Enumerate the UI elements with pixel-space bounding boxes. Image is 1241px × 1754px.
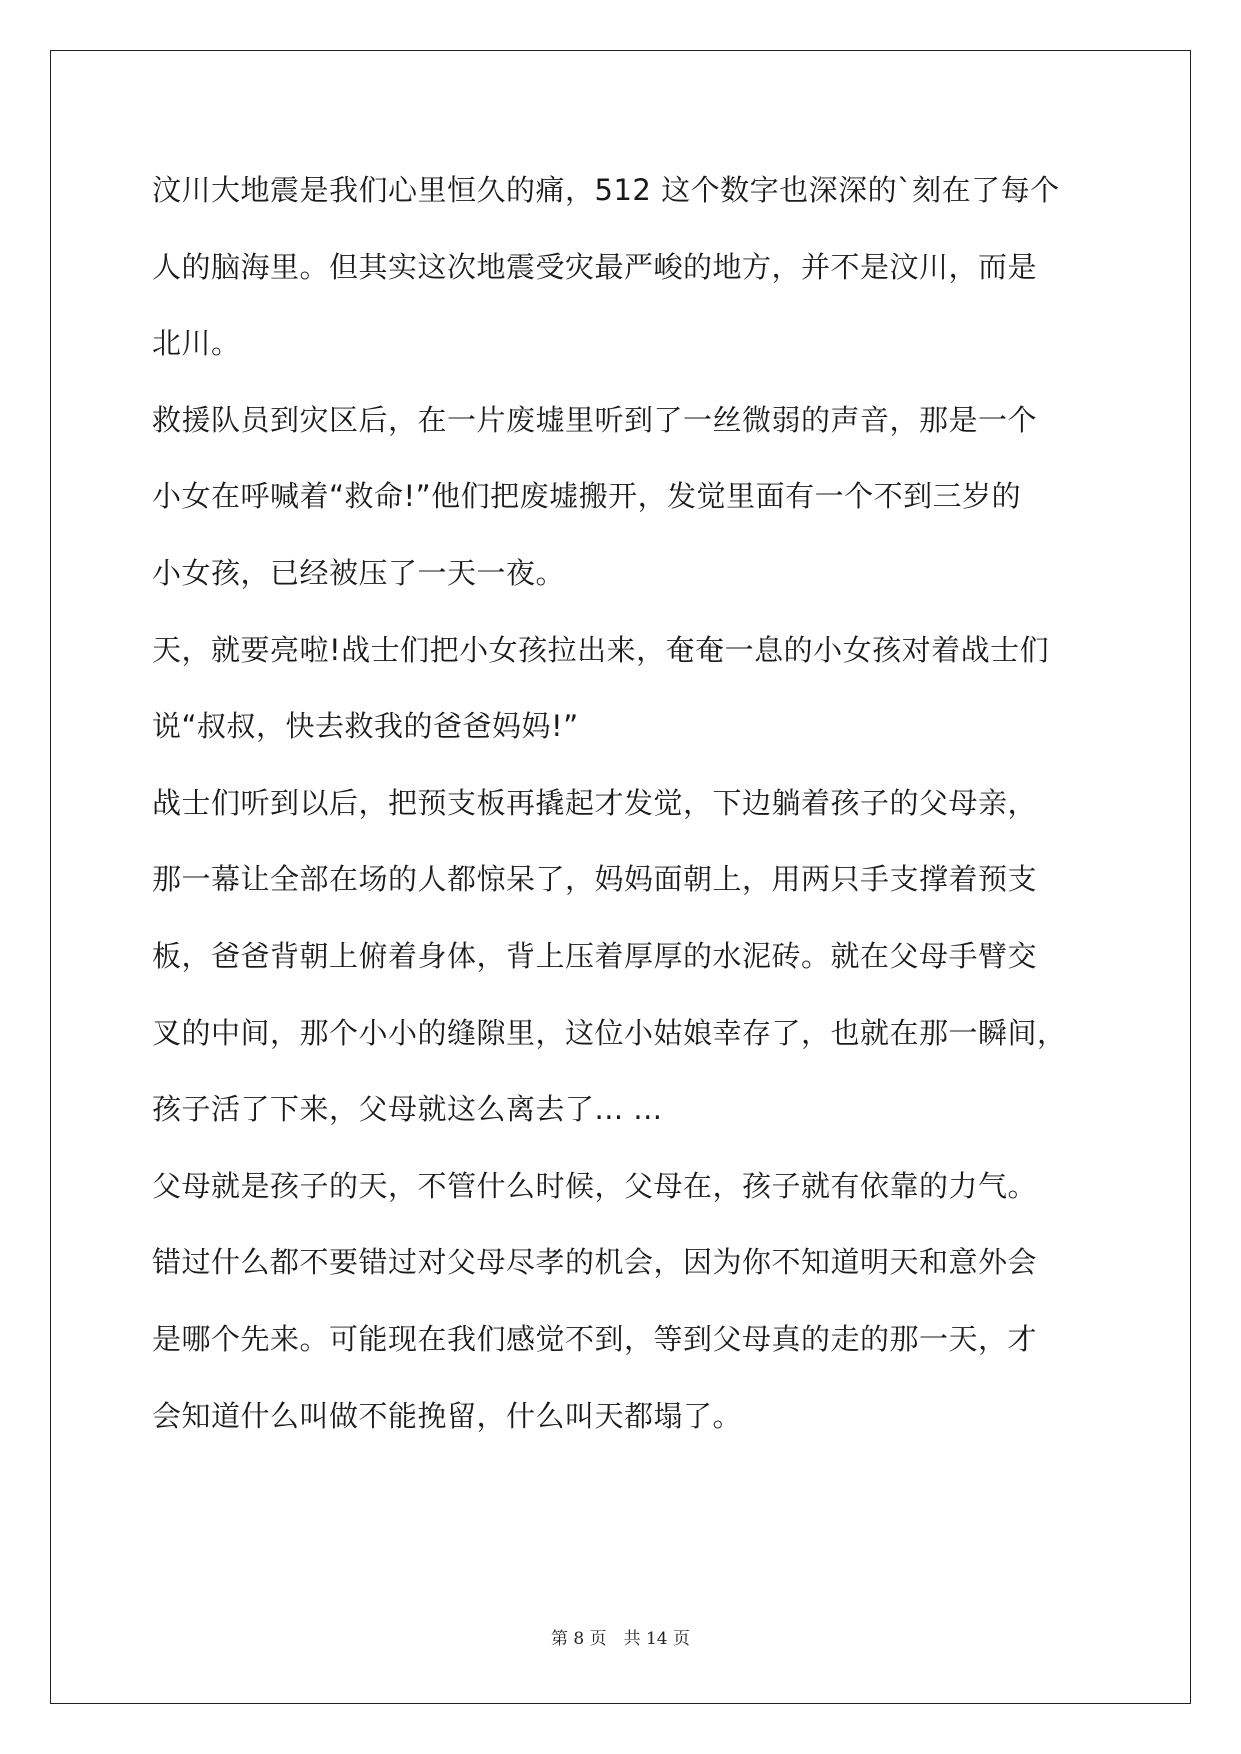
- text-line: 北川。: [152, 326, 241, 361]
- text-line: 父母就是孩子的天，不管什么时候，父母在，孩子就有依靠的力气。: [152, 1168, 1038, 1203]
- text-line: 天，就要亮啦!战士们把小女孩拉出来，奄奄一息的小女孩对着战士们: [152, 632, 1050, 667]
- text-line: 叉的中间，那个小小的缝隙里，这位小姑娘幸存了，也就在那一瞬间，: [152, 1015, 1067, 1050]
- text-line: 人的脑海里。但其实这次地震受灾最严峻的地方，并不是汶川，而是: [152, 249, 1038, 284]
- text-line: 会知道什么叫做不能挽留，什么叫天都塌了。: [152, 1398, 743, 1433]
- text-line: 错过什么都不要错过对父母尽孝的机会，因为你不知道明天和意外会: [152, 1245, 1038, 1280]
- text-line: 那一幕让全部在场的人都惊呆了，妈妈面朝上，用两只手支撑着预支: [152, 862, 1038, 897]
- text-line: 小女在呼喊着“救命!”他们把废墟搬开，发觉里面有一个不到三岁的: [152, 479, 1022, 514]
- text-line: 救援队员到灾区后，在一片废墟里听到了一丝微弱的声音，那是一个: [152, 402, 1038, 437]
- text-line: 说“叔叔，快去救我的爸爸妈妈!”: [152, 709, 579, 744]
- text-line: 小女孩，已经被压了一天一夜。: [152, 555, 566, 590]
- document-body: [152, 152, 1112, 1454]
- text-line: 是哪个先来。可能现在我们感觉不到，等到父母真的走的那一天，才: [152, 1321, 1038, 1356]
- page-number-footer: 第 8 页 共 14 页: [550, 1629, 691, 1649]
- text-line: 战士们听到以后，把预支板再撬起才发觉，下边躺着孩子的父母亲，: [152, 785, 1038, 820]
- text-line: 汶川大地震是我们心里恒久的痛，512 这个数字也深深的`刻在了每个: [152, 173, 1060, 207]
- text-line: 板，爸爸背朝上俯着身体，背上压着厚厚的水泥砖。就在父母手臂交: [152, 938, 1038, 973]
- text-line: 孩子活了下来，父母就这么离去了... ...: [152, 1092, 663, 1127]
